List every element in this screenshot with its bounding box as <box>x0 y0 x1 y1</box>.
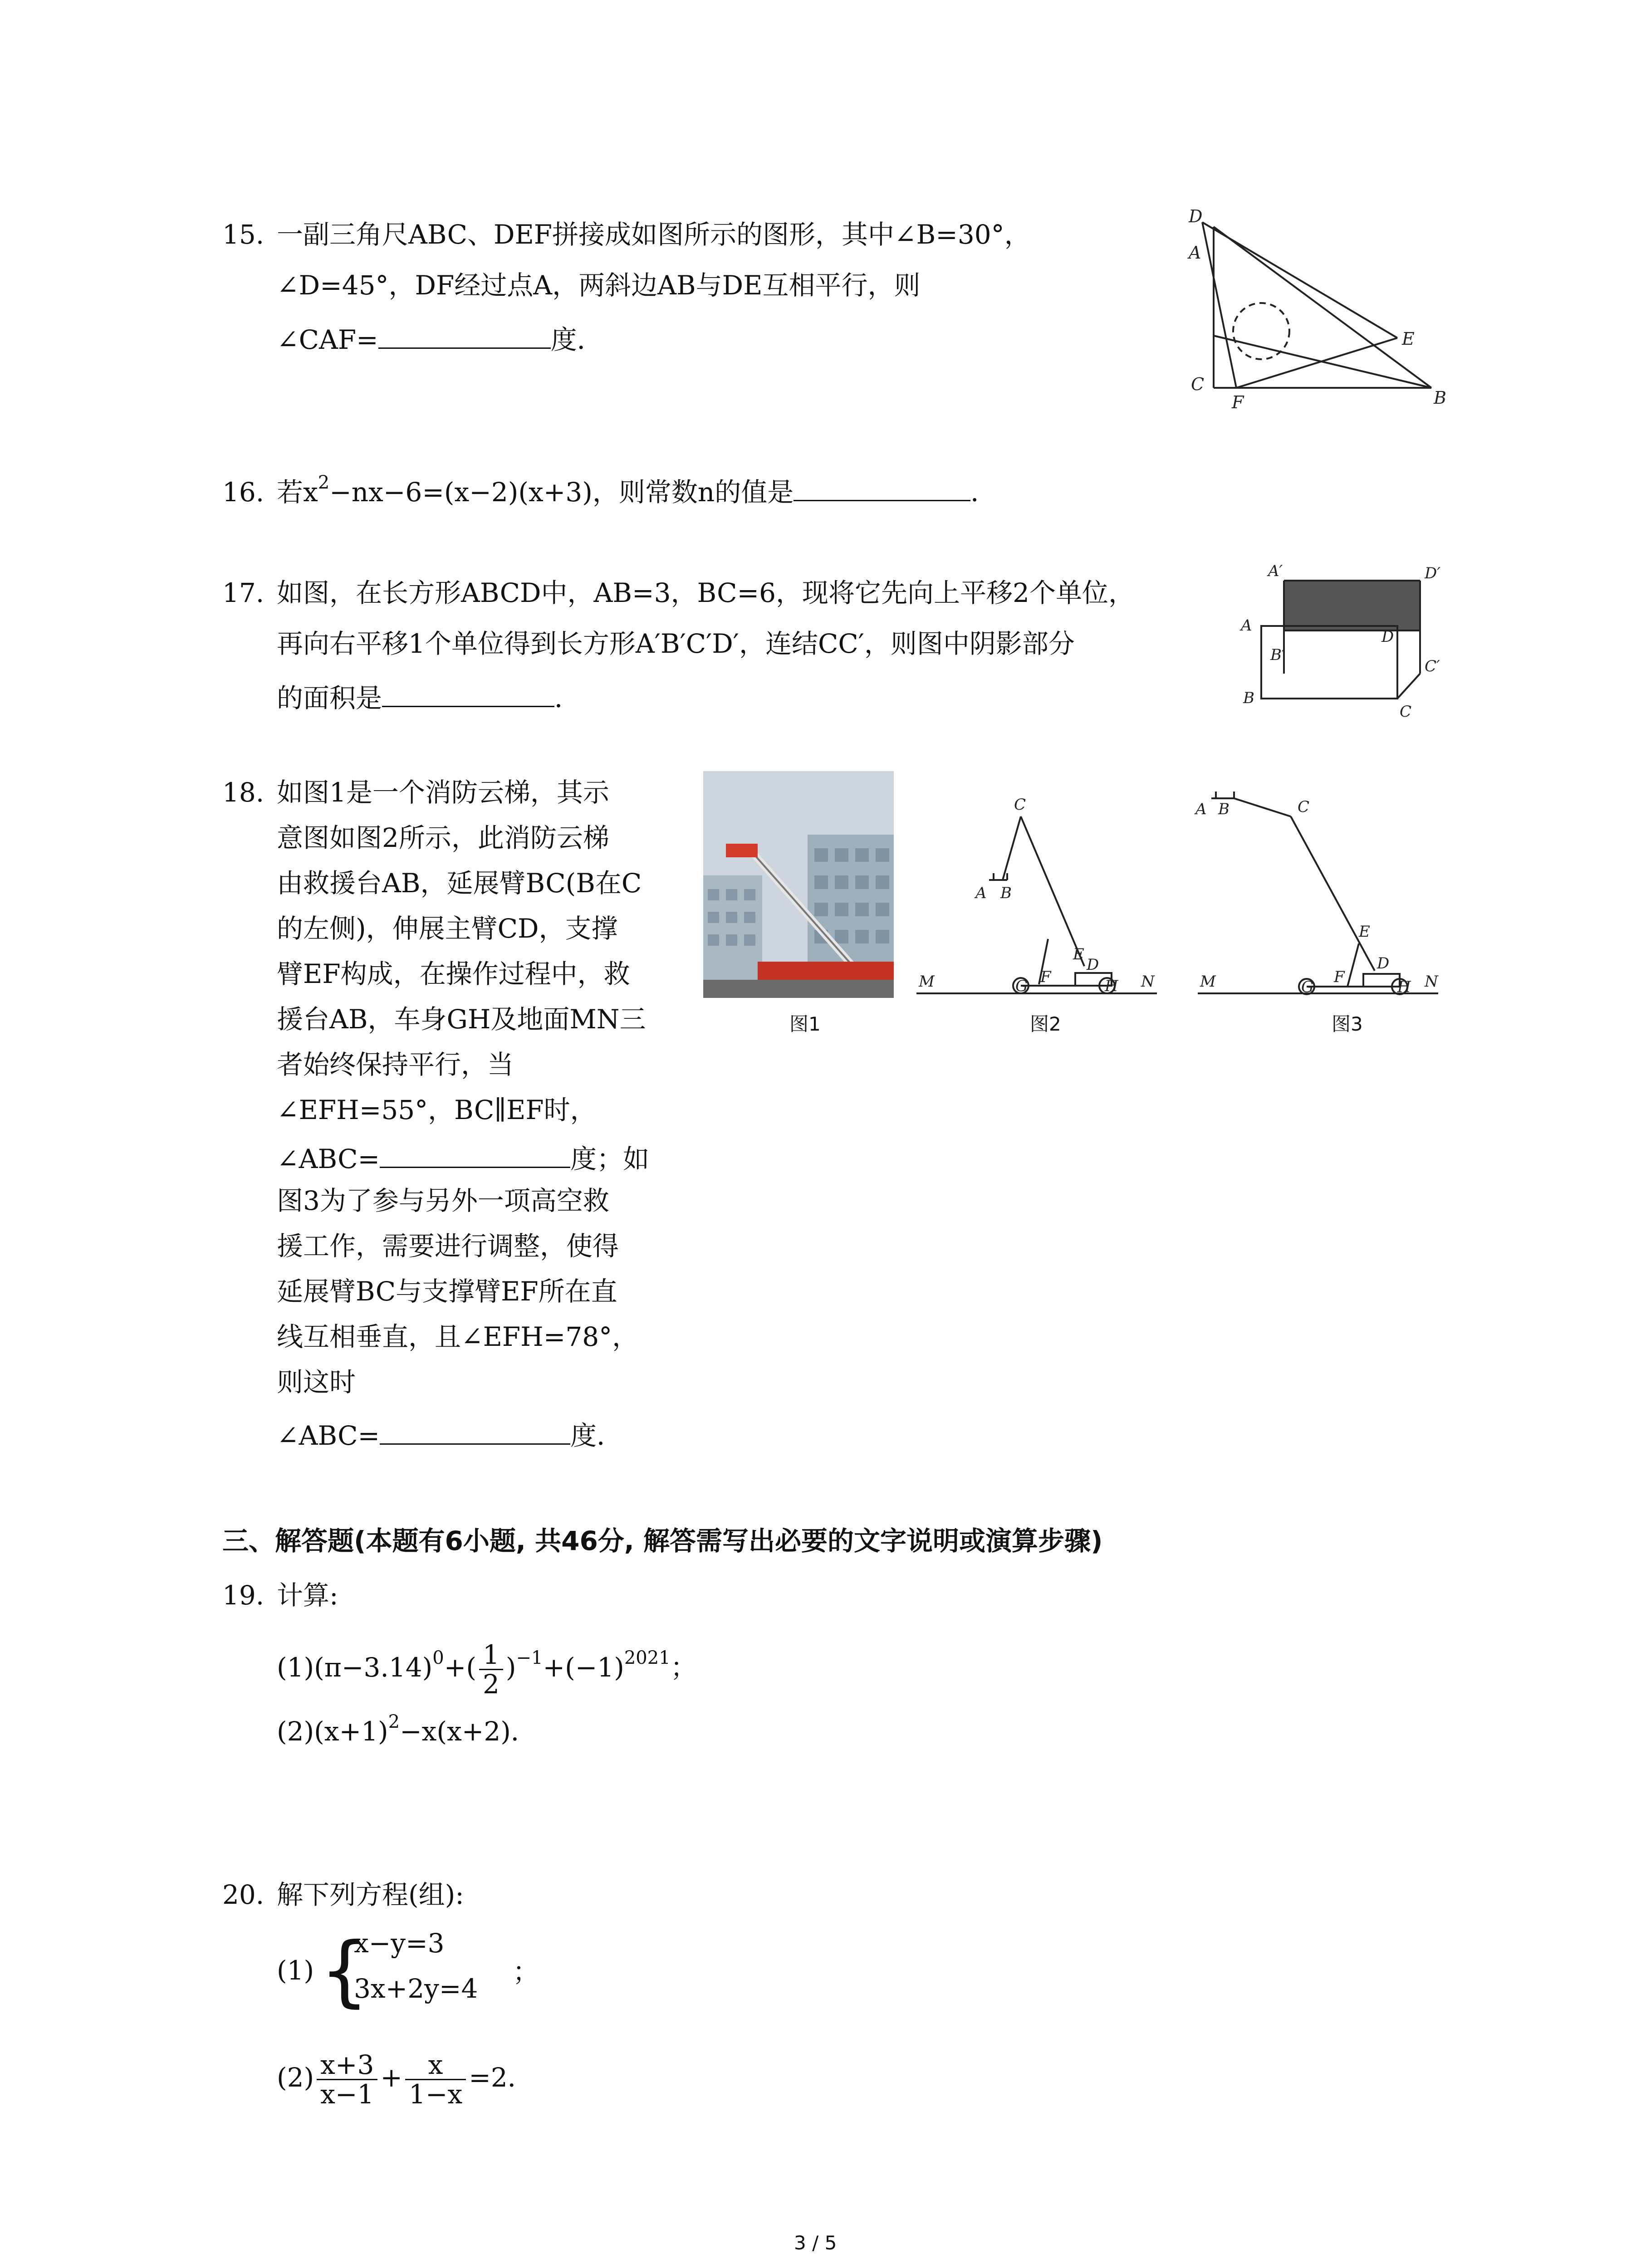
question-text: 计算: <box>277 1580 338 1611</box>
label-C: C <box>1191 374 1205 394</box>
question-text: 度． <box>570 1420 623 1451</box>
fire-ladder-diagram-2 <box>912 789 1166 1002</box>
question-text: 再向右平移1个单位得到长方形A′B′C′D′，连结CC′，则图中阴影部分 <box>277 628 1075 659</box>
question-text: 援台AB，车身GH及地面MN三 <box>277 1004 646 1035</box>
label-B-prime: B′ <box>1270 646 1285 664</box>
label-A: A <box>1241 616 1252 635</box>
label-B: B <box>1434 388 1446 408</box>
triangle-figure <box>1171 209 1470 417</box>
page-number: 3 / 5 <box>794 2232 837 2254</box>
label-H: H <box>1105 977 1118 995</box>
math-text: −x(x+2)． <box>400 1716 537 1747</box>
section-heading: 三、解答题(本题有6小题, 共46分, 解答需写出必要的文字说明或演算步骤) <box>222 1525 1103 1556</box>
label-B: B <box>1000 884 1012 902</box>
label-M: M <box>1200 973 1216 991</box>
label-G: G <box>1301 978 1314 996</box>
math-text: =2． <box>469 2062 534 2093</box>
label-D-prime: D′ <box>1425 564 1440 582</box>
answer-blank[interactable] <box>378 315 551 349</box>
question-text: 则这时 <box>277 1367 356 1398</box>
fraction-numerator: x+3 <box>317 2051 377 2080</box>
label-M: M <box>919 973 935 991</box>
label-H: H <box>1397 978 1411 996</box>
question-text: 若x <box>277 477 318 508</box>
brace-icon: { <box>320 1926 369 2016</box>
question-text: ∠CAF= <box>277 324 378 355</box>
answer-blank[interactable] <box>380 1134 570 1168</box>
question-number: 18. <box>222 777 265 808</box>
label-F: F <box>1232 392 1244 412</box>
question-text: 的左侧)，伸展主臂CD，支撑 <box>277 913 618 944</box>
question-text: 度． <box>550 324 603 355</box>
math-text: + <box>380 2062 402 2093</box>
label-C: C <box>1014 796 1026 814</box>
label-G: G <box>1015 977 1028 995</box>
label-E: E <box>1402 329 1415 349</box>
label-E: E <box>1073 945 1084 963</box>
question-text: 解下列方程(组): <box>277 1879 464 1910</box>
question-text: ． <box>554 683 581 714</box>
question-number: 17. <box>222 577 265 608</box>
exponent: −1 <box>516 1647 543 1668</box>
exponent: 2 <box>388 1711 400 1732</box>
part-label: (1) <box>277 1955 314 1986</box>
math-text: +( <box>444 1652 476 1683</box>
math-text: ) <box>505 1652 516 1683</box>
answer-blank[interactable] <box>794 467 970 501</box>
label-N: N <box>1141 973 1155 991</box>
label-F: F <box>1334 968 1345 986</box>
label-D: D <box>1377 954 1390 973</box>
part-label: (2) <box>277 2062 314 2093</box>
equation-2: 3x+2y=4 <box>354 1973 478 2004</box>
figure-1-label: 图1 <box>789 1013 821 1035</box>
answer-blank[interactable] <box>382 673 554 707</box>
equation-system <box>277 1923 594 2028</box>
question-text: 者始终保持平行，当 <box>277 1049 514 1080</box>
question-text: 如图，在长方形ABCD中，AB=3，BC=6，现将它先向上平移2个单位， <box>277 577 1135 608</box>
fraction-2 <box>405 2051 466 2108</box>
label-B: B <box>1218 800 1230 818</box>
question-text: 臂EF构成，在操作过程中，救 <box>277 958 630 989</box>
label-A: A <box>975 884 987 902</box>
question-text: 的面积是 <box>277 683 382 714</box>
question-text: 线互相垂直，且∠EFH=78°， <box>277 1321 639 1352</box>
rectangle-figure <box>1230 562 1465 726</box>
answer-blank[interactable] <box>380 1411 570 1445</box>
exponent: 2 <box>318 472 330 493</box>
fraction <box>479 1641 503 1698</box>
question-text: 由救援台AB，延展臂BC(B在C <box>277 868 642 899</box>
question-text: 延展臂BC与支撑臂EF所在直 <box>277 1276 617 1307</box>
fire-ladder-photo <box>703 771 894 998</box>
fire-ladder-diagram-3 <box>1189 776 1443 1002</box>
label-C: C <box>1400 703 1412 721</box>
label-E: E <box>1359 923 1370 941</box>
label-D: D <box>1381 628 1394 646</box>
question-text: −nx−6=(x−2)(x+3)，则常数n的值是 <box>329 477 794 508</box>
exponent: 0 <box>432 1647 444 1668</box>
label-F: F <box>1040 968 1051 986</box>
equation-1: x−y=3 <box>354 1928 445 1959</box>
figure-3-label: 图3 <box>1332 1013 1363 1035</box>
exponent: 2021 <box>624 1647 671 1668</box>
fraction-denominator: 1−x <box>409 2079 463 2110</box>
label-N: N <box>1425 973 1438 991</box>
question-text: 一副三角尺ABC、DEF拼接成如图所示的图形，其中∠B=30°， <box>277 219 1031 250</box>
label-D: D <box>1189 209 1203 226</box>
label-D: D <box>1087 956 1099 974</box>
question-text: ∠D=45°，DF经过点A，两斜边AB与DE互相平行，则 <box>277 270 921 301</box>
math-text: (1)(π−3.14) <box>277 1652 433 1683</box>
question-text: ∠ABC= <box>277 1144 380 1174</box>
question-number: 15. <box>222 219 265 250</box>
math-text: ； <box>513 1956 539 1987</box>
question-text: ∠ABC= <box>277 1420 380 1451</box>
label-A: A <box>1195 800 1207 818</box>
label-A-prime: A′ <box>1268 562 1283 580</box>
math-text: ； <box>670 1652 697 1683</box>
question-text: 图3为了参与另外一项高空救 <box>277 1185 609 1216</box>
fraction-1 <box>317 2051 377 2108</box>
question-text: ∠EFH=55°，BC∥EF时， <box>277 1095 597 1125</box>
fraction-numerator: x <box>405 2051 466 2080</box>
math-text: (2)(x+1) <box>277 1716 388 1747</box>
question-text: 援工作，需要进行调整，使得 <box>277 1231 619 1261</box>
question-text: ． <box>970 477 997 508</box>
question-text: 如图1是一个消防云梯，其示 <box>277 777 609 808</box>
fraction-denominator: 2 <box>482 1669 500 1700</box>
figure-2-label: 图2 <box>1030 1013 1061 1035</box>
math-text: +(−1) <box>543 1652 624 1683</box>
label-B: B <box>1243 689 1254 707</box>
question-text: 度；如 <box>570 1144 650 1174</box>
fraction-numerator: 1 <box>479 1641 503 1670</box>
question-text: 意图如图2所示，此消防云梯 <box>277 822 609 853</box>
question-number: 20. <box>222 1879 265 1910</box>
label-C-prime: C′ <box>1425 657 1440 675</box>
label-A: A <box>1189 243 1201 263</box>
label-C: C <box>1298 798 1310 816</box>
question-number: 19. <box>222 1580 265 1611</box>
fraction-denominator: x−1 <box>320 2079 374 2110</box>
question-number: 16. <box>222 477 265 508</box>
